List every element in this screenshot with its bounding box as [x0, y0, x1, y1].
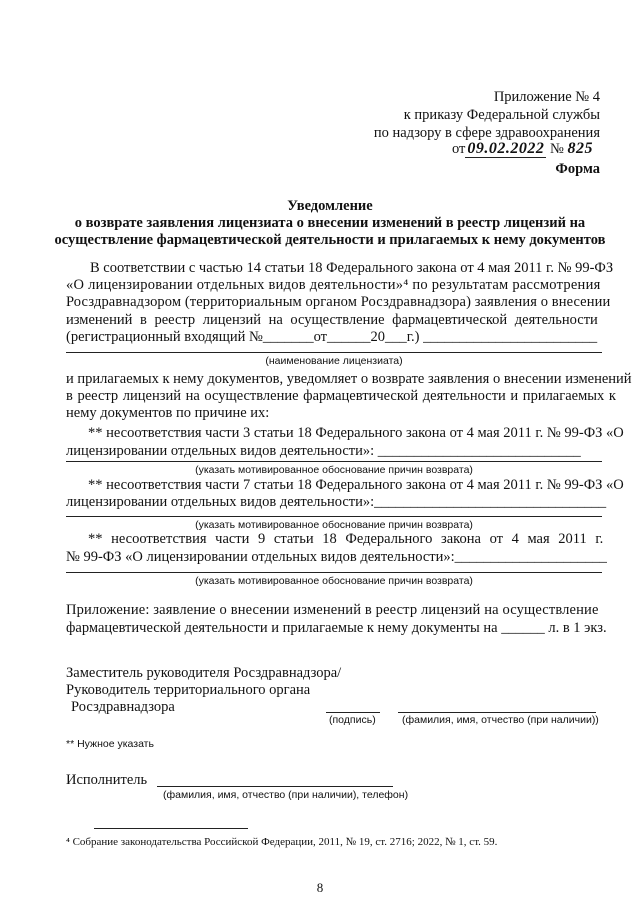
form-label: Форма: [555, 161, 600, 177]
agency-name: по надзору в сфере здравоохранения: [373, 125, 600, 141]
handwritten-order-number: 825: [567, 140, 593, 157]
p1-line3: Росздравнадзором (территориальным органом Росздравнадзора) заявления о внесении: [66, 294, 611, 310]
p2-line1: и прилагаемых к нему документов, уведомляет о возврате заявления о внесении изменений: [66, 371, 632, 387]
reason3-line2: № 99-ФЗ «О лицензировании отдельных видов деятельности»:_____________________: [66, 549, 607, 565]
required-note: ** Нужное указать: [66, 738, 154, 750]
reason2-line1: ** несоответствия части 7 статьи 18 Федерального закона от 4 мая 2011 г. № 99-ФЗ «О: [88, 477, 624, 493]
signatory-title-line2: Руководитель территориального органа: [66, 682, 311, 698]
p1-line5-registration: (регистрационный входящий №_______от______20___г.) ________________________: [66, 329, 598, 345]
signatory-title-line1: Заместитель руководителя Росздравнадзора/: [66, 665, 342, 681]
document-subtitle-line2: осуществление фармацевтической деятельности и прилагаемых к нему документов: [54, 232, 606, 248]
licensee-name-line: [66, 352, 602, 353]
executor-label: Исполнитель: [66, 772, 148, 788]
date-prefix: от: [452, 141, 466, 157]
signatory-title-line3: Росздравнадзора: [71, 699, 175, 715]
appendix-number: Приложение № 4: [493, 89, 600, 105]
reason1-justification-line: [66, 461, 602, 462]
reason1-line2: лицензировании отдельных видов деятельности»: ____________________________: [66, 443, 581, 459]
attachment-line1: Приложение: заявление о внесении изменений в реестр лицензий на осуществление: [66, 602, 599, 618]
reason1-line1: ** несоответствия части 3 статьи 18 Федерального закона от 4 мая 2011 г. № 99-ФЗ «О: [88, 425, 624, 441]
signature-line: [326, 712, 380, 713]
reason2-justification-line: [66, 516, 602, 517]
document-subtitle-line1: о возврате заявления лицензиата о внесении изменений в реестр лицензий на: [74, 215, 586, 231]
footnote-4: ⁴ Собрание законодательства Российской Федерации, 2011, № 19, ст. 2716; 2022, № 1, ст. 59.: [66, 836, 498, 848]
footnote-separator: [94, 828, 248, 829]
caption-licensee: (наименование лицензиата): [265, 355, 403, 367]
handwritten-date: 09.02.2022: [467, 140, 545, 157]
p1-line4: изменений в реестр лицензий на осуществление фармацевтической деятельности: [66, 312, 598, 328]
document-title: Уведомление: [287, 198, 373, 214]
caption-executor: (фамилия, имя, отчество (при наличии), телефон): [163, 789, 409, 801]
caption-reason2: (указать мотивированное обоснование причин возврата): [195, 519, 473, 531]
reason3-line1: ** несоответствия части 9 статьи 18 Федерального закона от 4 мая 2011 г.: [88, 531, 604, 547]
caption-signatory-name: (фамилия, имя, отчество (при наличии)): [402, 714, 599, 726]
reason3-justification-line: [66, 572, 602, 573]
order-date-row: [452, 140, 593, 158]
p2-line3: нему документов по причине их:: [66, 405, 270, 421]
caption-reason1: (указать мотивированное обоснование причин возврата): [195, 464, 473, 476]
attachment-line2: фармацевтической деятельности и прилагаемые к нему документы на ______ л. в 1 экз.: [66, 620, 607, 636]
caption-reason3: (указать мотивированное обоснование причин возврата): [195, 575, 473, 587]
caption-signature: (подпись): [329, 714, 376, 726]
number-prefix: №: [550, 141, 564, 157]
executor-line: [157, 786, 393, 787]
p2-line2: в реестр лицензий на осуществление фармацевтической деятельности и прилагаемых к: [66, 388, 616, 404]
p1-line2: «О лицензировании отдельных видов деятельности»⁴ по результатам рассмотрения: [66, 277, 601, 293]
order-reference: к приказу Федеральной службы: [403, 107, 600, 123]
reason2-line2: лицензировании отдельных видов деятельности»:________________________________: [66, 494, 607, 510]
signatory-name-line: [398, 712, 596, 713]
p1-line1: В соответствии с частью 14 статьи 18 Федерального закона от 4 мая 2011 г. № 99-ФЗ: [90, 260, 614, 276]
page-number: 8: [316, 880, 324, 895]
